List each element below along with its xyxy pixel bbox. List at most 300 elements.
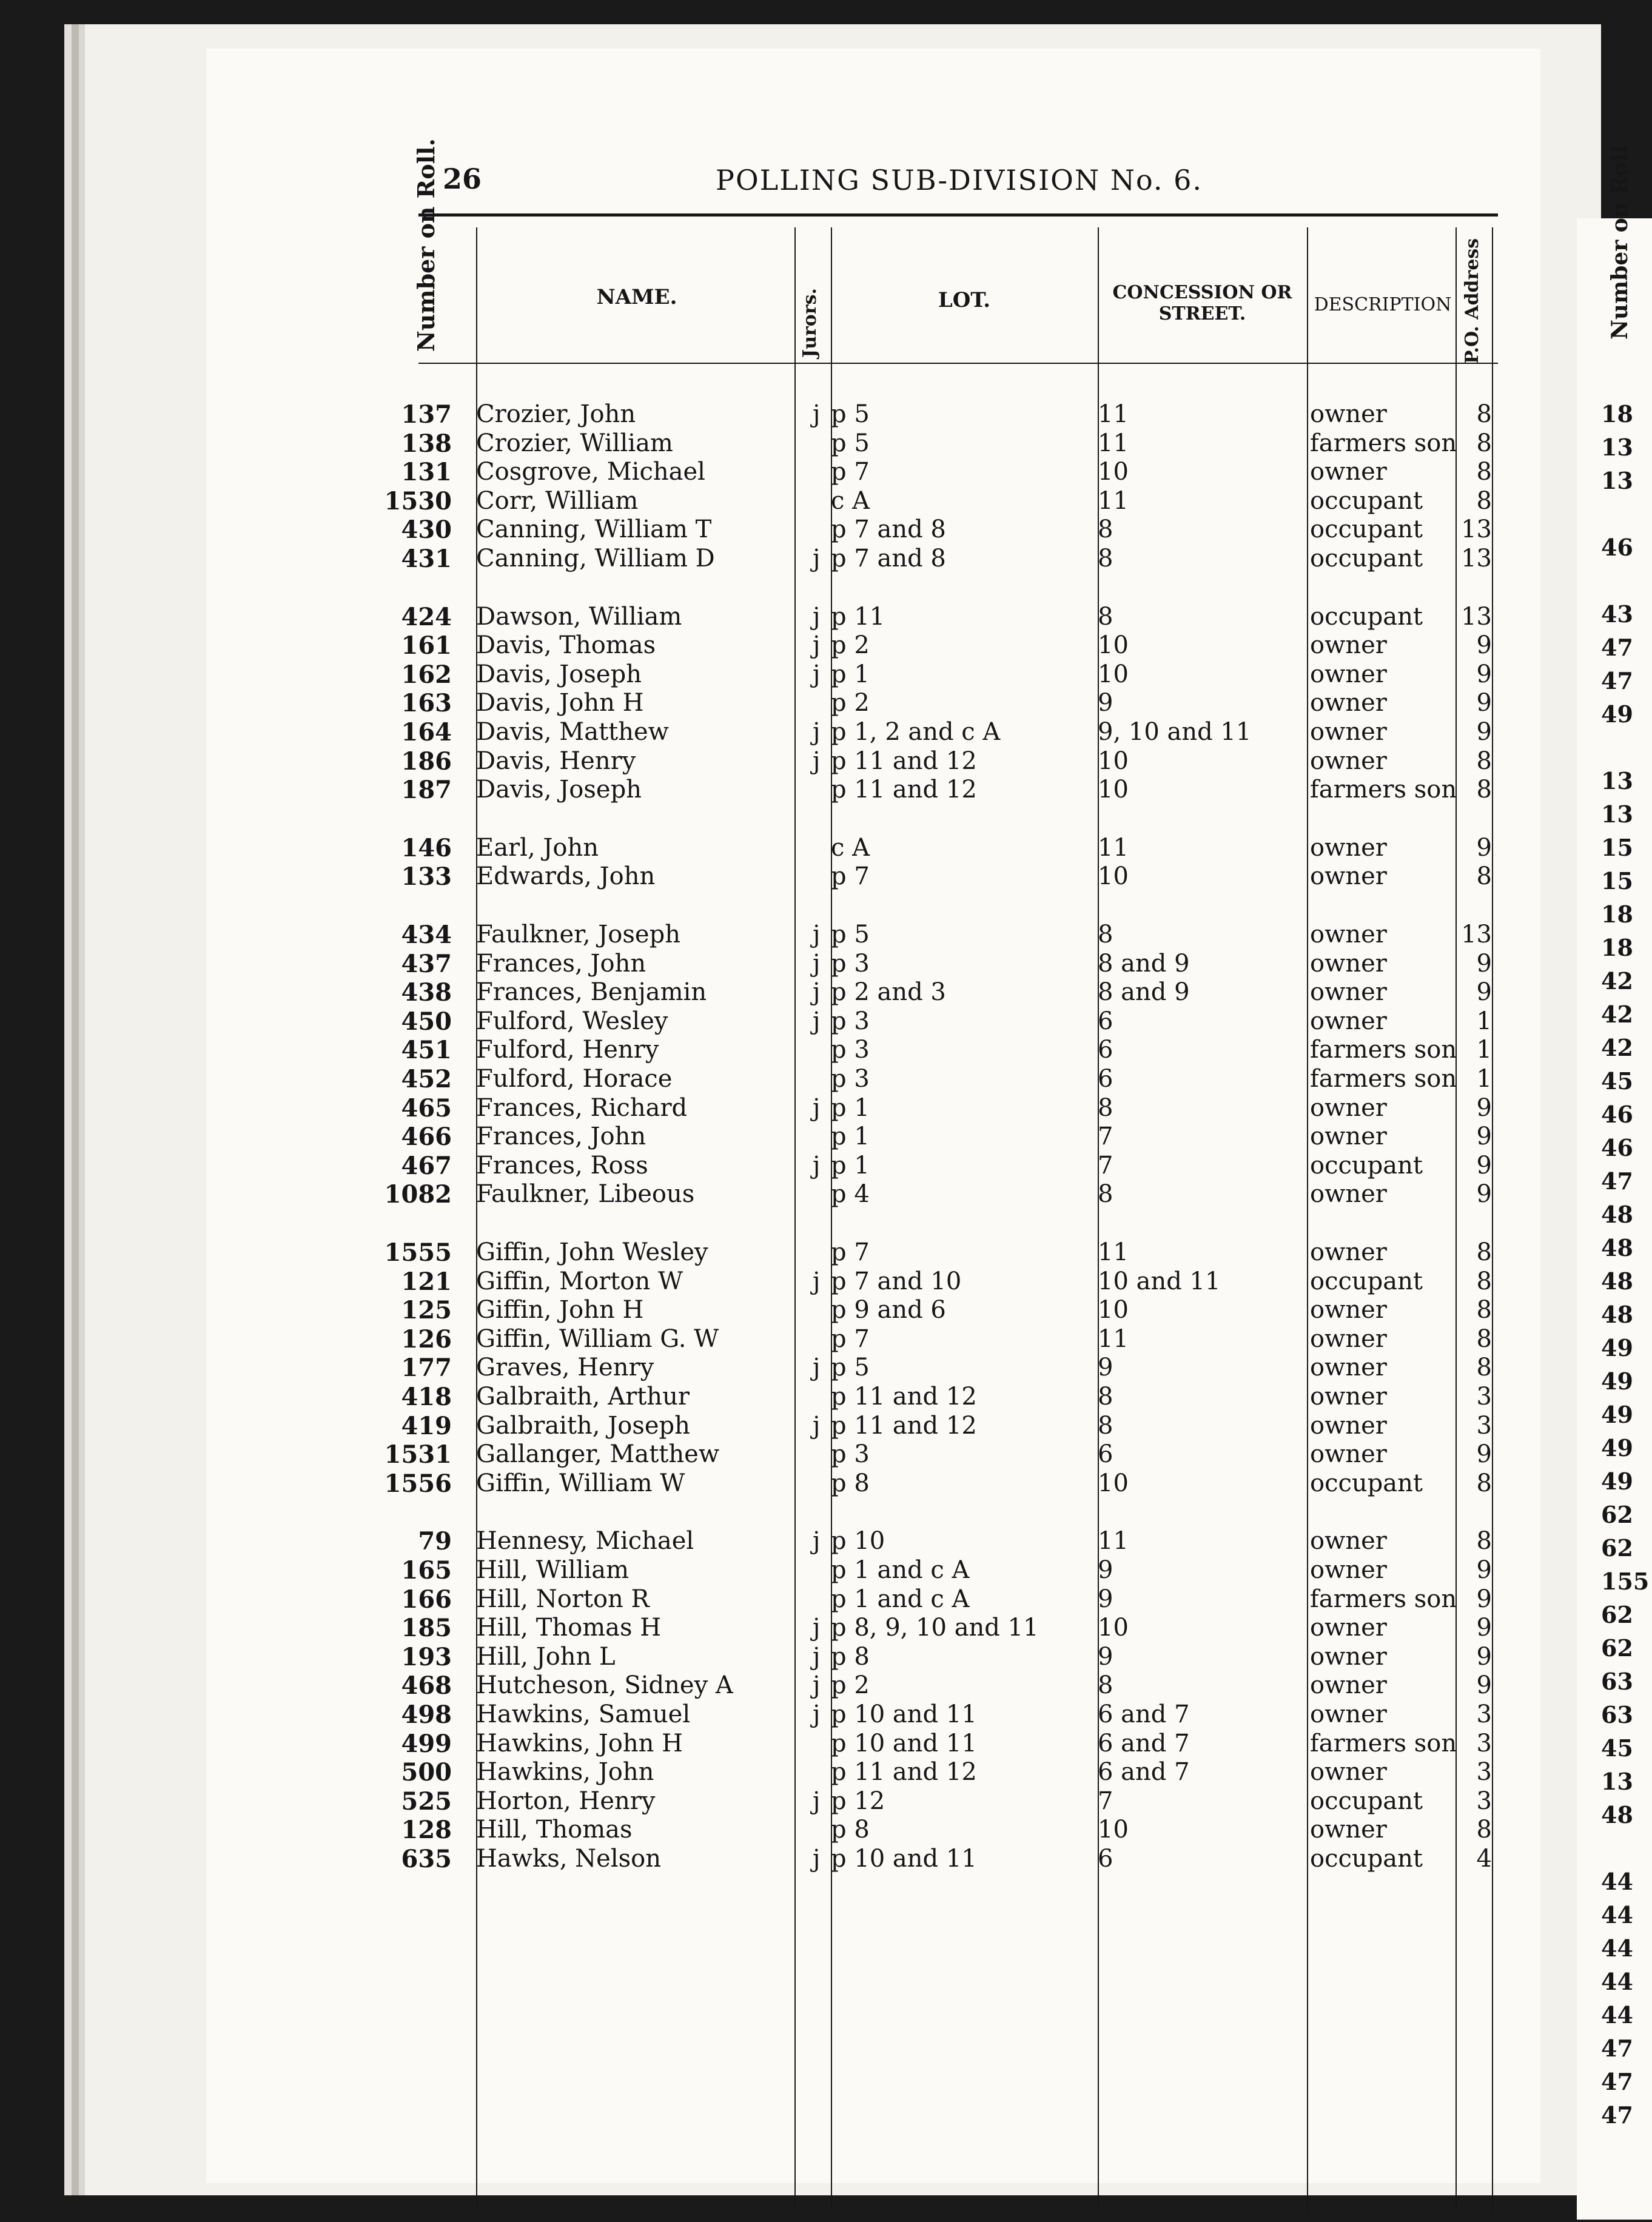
description-value: owner [1310, 1238, 1387, 1266]
page-number: 26 [443, 163, 482, 195]
roll-number: 79 [418, 1527, 452, 1556]
voter-name: Galbraith, Joseph [476, 1411, 690, 1440]
concession-value: 8 [1098, 1093, 1113, 1122]
concession-value: 8 [1098, 515, 1113, 544]
table-row [0, 1007, 1652, 1036]
po-address: 8 [1476, 1267, 1492, 1295]
table-row [0, 1758, 1652, 1787]
juror-mark: j [813, 921, 821, 948]
right-page-number: 44 [1601, 1968, 1633, 1995]
concession-value: 6 [1098, 1440, 1113, 1469]
right-page-number: 13 [1601, 767, 1633, 794]
right-page-number: 44 [1601, 1868, 1633, 1895]
right-page-number: 42 [1601, 1034, 1633, 1061]
juror-mark: j [813, 718, 821, 746]
col-header-lot: LOT. [938, 288, 991, 312]
voter-name: Frances, Benjamin [476, 978, 707, 1007]
po-address: 8 [1476, 862, 1492, 891]
juror-mark: j [813, 1845, 821, 1873]
lot-value: p 11 and 12 [831, 1758, 977, 1787]
voter-name: Giffin, John Wesley [476, 1238, 708, 1266]
right-page-number: 49 [1601, 1468, 1633, 1495]
table-row [0, 631, 1652, 660]
concession-value: 9 [1098, 1354, 1113, 1382]
lot-value: c A [831, 486, 870, 515]
voter-name: Galbraith, Arthur [476, 1383, 690, 1411]
voter-name: Giffin, William G. W [476, 1324, 719, 1353]
concession-value: 7 [1098, 1151, 1113, 1180]
concession-value: 8 [1098, 1180, 1113, 1209]
concession-value: 11 [1098, 429, 1129, 457]
juror-mark: j [813, 1614, 821, 1642]
lot-value: p 2 [831, 689, 870, 717]
po-address: 3 [1476, 1700, 1492, 1728]
roll-number: 467 [401, 1151, 452, 1180]
description-value: owner [1310, 1296, 1387, 1324]
description-value: owner [1310, 1816, 1387, 1844]
description-value: owner [1310, 1758, 1387, 1787]
concession-value: 6 and 7 [1098, 1700, 1190, 1728]
roll-number: 166 [401, 1585, 452, 1614]
right-page-number: 49 [1601, 1401, 1633, 1428]
right-page-number: 44 [1601, 1935, 1633, 1962]
po-address: 8 [1476, 1354, 1492, 1382]
col-header-po: P.O. Address [1462, 238, 1483, 364]
voter-name: Crozier, William [476, 429, 673, 457]
table-row [0, 1412, 1652, 1441]
col-header-concession: CONCESSION OR STREET. [1112, 282, 1292, 324]
concession-value: 8 [1098, 1671, 1113, 1700]
table-row [0, 1152, 1652, 1181]
right-page-number: 47 [1601, 1167, 1633, 1195]
description-value: farmers son [1310, 1585, 1457, 1613]
juror-mark: j [813, 949, 821, 978]
voter-name: Hill, Thomas H [476, 1614, 662, 1642]
right-page-number: 48 [1601, 1201, 1633, 1228]
table-row [0, 834, 1652, 863]
roll-number: 187 [401, 776, 452, 805]
po-address: 8 [1476, 429, 1492, 457]
juror-mark: j [813, 1787, 821, 1815]
po-address: 1 [1476, 1007, 1492, 1035]
concession-value: 6 and 7 [1098, 1729, 1190, 1757]
lot-value: c A [831, 833, 870, 862]
voter-name: Faulkner, Joseph [476, 921, 680, 948]
juror-mark: j [813, 1151, 821, 1180]
po-address: 8 [1476, 1527, 1492, 1556]
roll-number: 193 [401, 1642, 452, 1671]
concession-value: 8 [1098, 921, 1113, 948]
roll-number: 500 [401, 1758, 452, 1787]
po-address: 9 [1476, 1180, 1492, 1209]
right-page-number: 18 [1601, 400, 1633, 428]
right-page-number: 45 [1601, 1067, 1633, 1095]
juror-mark: j [813, 545, 821, 572]
col-header-name: NAME. [596, 285, 677, 309]
right-page-number: 44 [1601, 2001, 1633, 2029]
description-value: owner [1310, 1123, 1387, 1151]
po-address: 13 [1461, 921, 1492, 948]
col-header-number: Number on Roll. [412, 138, 440, 352]
juror-mark: j [813, 1671, 821, 1700]
description-value: owner [1310, 1614, 1387, 1642]
description-value: owner [1310, 718, 1387, 746]
right-page-number: 13 [1601, 434, 1633, 461]
roll-number: 430 [401, 515, 452, 545]
voter-name: Hill, William [476, 1556, 630, 1584]
concession-value: 8 and 9 [1098, 949, 1190, 978]
voter-name: Hawkins, Samuel [476, 1700, 691, 1728]
lot-value: p 3 [831, 1007, 870, 1035]
description-value: owner [1310, 862, 1387, 891]
table-row [0, 1671, 1652, 1700]
voter-name: Canning, William D [476, 545, 715, 572]
roll-number: 1531 [384, 1440, 452, 1469]
table-row [0, 1383, 1652, 1412]
roll-number: 452 [401, 1065, 452, 1093]
table-row [0, 1816, 1652, 1845]
table-row [0, 1354, 1652, 1383]
right-page-header: Number on Roll [1607, 145, 1633, 340]
concession-value: 9 [1098, 689, 1113, 717]
lot-value: p 7 and 10 [831, 1267, 962, 1295]
po-address: 3 [1476, 1729, 1492, 1757]
description-value: owner [1310, 400, 1387, 428]
concession-value: 6 [1098, 1007, 1113, 1035]
table-row [0, 921, 1652, 950]
concession-value: 10 [1098, 458, 1129, 486]
table-row [0, 603, 1652, 632]
voter-name: Graves, Henry [476, 1354, 654, 1382]
right-page-number: 48 [1601, 1234, 1633, 1261]
table-row [0, 1527, 1652, 1556]
concession-value: 9 [1098, 1585, 1113, 1613]
right-page-number: 46 [1601, 1101, 1633, 1128]
top-rule [418, 213, 1498, 216]
po-address: 9 [1476, 949, 1492, 978]
description-value: occupant [1310, 1787, 1423, 1815]
juror-mark: j [813, 1354, 821, 1382]
roll-number: 437 [401, 949, 452, 978]
concession-value: 11 [1098, 1527, 1129, 1556]
table-row [0, 1123, 1652, 1152]
description-value: owner [1310, 458, 1387, 486]
concession-value: 10 [1098, 1614, 1129, 1642]
juror-mark: j [813, 747, 821, 775]
lot-value: p 3 [831, 949, 870, 978]
table-row [0, 978, 1652, 1007]
concession-value: 8 [1098, 1383, 1113, 1411]
lot-value: p 7 [831, 1238, 870, 1266]
concession-value: 7 [1098, 1123, 1113, 1151]
lot-value: p 8 [831, 1642, 870, 1671]
lot-value: p 1 [831, 1151, 870, 1180]
description-value: owner [1310, 631, 1387, 660]
right-page-number: 49 [1601, 1334, 1633, 1361]
right-page-number: 63 [1601, 1668, 1633, 1695]
table-row [0, 1845, 1652, 1874]
lot-value: p 7 and 8 [831, 515, 946, 544]
voter-name: Fulford, Wesley [476, 1007, 668, 1035]
lot-value: p 11 and 12 [831, 1383, 977, 1411]
voter-name: Hill, Thomas [476, 1816, 633, 1844]
description-value: occupant [1310, 1267, 1423, 1295]
description-value: owner [1310, 1671, 1387, 1700]
right-page-number: 15 [1601, 834, 1633, 861]
lot-value: p 5 [831, 1354, 870, 1382]
right-page-number: 13 [1601, 467, 1633, 494]
concession-value: 9 [1098, 1642, 1113, 1671]
table-row [0, 950, 1652, 979]
voter-name: Hennesy, Michael [476, 1527, 694, 1556]
roll-number: 137 [401, 400, 452, 429]
po-address: 3 [1476, 1411, 1492, 1440]
po-address: 9 [1476, 1556, 1492, 1584]
roll-number: 451 [401, 1036, 452, 1065]
roll-number: 450 [401, 1007, 452, 1036]
lot-value: p 10 and 11 [831, 1700, 977, 1728]
description-value: owner [1310, 1700, 1387, 1728]
description-value: owner [1310, 689, 1387, 717]
concession-value: 10 and 11 [1098, 1267, 1221, 1295]
lot-value: p 11 [831, 602, 885, 631]
roll-number: 146 [401, 833, 452, 862]
roll-number: 125 [401, 1296, 452, 1325]
right-page-number: 47 [1601, 634, 1633, 661]
juror-mark: j [813, 602, 821, 631]
table-row [0, 1643, 1652, 1672]
po-address: 13 [1461, 545, 1492, 572]
roll-number: 133 [401, 862, 452, 891]
lot-value: p 1 and c A [831, 1585, 970, 1613]
table-row [0, 747, 1652, 776]
table-row [0, 458, 1652, 487]
concession-value: 10 [1098, 747, 1129, 775]
concession-value: 11 [1098, 1324, 1129, 1353]
roll-number: 419 [401, 1411, 452, 1440]
page-title: POLLING SUB-DIVISION No. 6. [716, 164, 1203, 196]
roll-number: 424 [401, 602, 452, 631]
po-address: 9 [1476, 1614, 1492, 1642]
lot-value: p 12 [831, 1787, 885, 1815]
po-address: 9 [1476, 1671, 1492, 1700]
right-page-number: 46 [1601, 1134, 1633, 1161]
lot-value: p 8 [831, 1469, 870, 1497]
po-address: 9 [1476, 689, 1492, 717]
lot-value: p 11 and 12 [831, 1411, 977, 1440]
lot-value: p 10 [831, 1527, 885, 1556]
lot-value: p 1 [831, 660, 870, 688]
roll-number: 1082 [384, 1180, 452, 1209]
voter-name: Davis, Thomas [476, 631, 656, 660]
right-page-number: 42 [1601, 1001, 1633, 1028]
voter-name: Gallanger, Matthew [476, 1440, 720, 1469]
concession-value: 8 [1098, 602, 1113, 631]
right-page-number: 62 [1601, 1634, 1633, 1662]
table-row [0, 1614, 1652, 1643]
table-row [0, 1180, 1652, 1209]
voter-name: Edwards, John [476, 862, 656, 891]
juror-mark: j [813, 1007, 821, 1035]
voter-name: Hawks, Nelson [476, 1845, 661, 1873]
lot-value: p 2 [831, 1671, 870, 1700]
concession-value: 6 [1098, 1845, 1113, 1873]
lot-value: p 1 [831, 1123, 870, 1151]
lot-value: p 5 [831, 921, 870, 948]
roll-number: 1556 [384, 1469, 452, 1498]
roll-number: 164 [401, 718, 452, 747]
voter-name: Davis, Matthew [476, 718, 669, 746]
description-value: farmers son [1310, 1729, 1457, 1757]
lot-value: p 10 and 11 [831, 1729, 977, 1757]
concession-value: 6 and 7 [1098, 1758, 1190, 1787]
po-address: 9 [1476, 1642, 1492, 1671]
description-value: owner [1310, 949, 1387, 978]
voter-name: Faulkner, Libeous [476, 1180, 695, 1209]
roll-number: 434 [401, 921, 452, 949]
po-address: 13 [1461, 602, 1492, 631]
po-address: 9 [1476, 1440, 1492, 1469]
right-page-number: 47 [1601, 2068, 1633, 2095]
concession-value: 9, 10 and 11 [1098, 718, 1252, 746]
description-value: owner [1310, 1411, 1387, 1440]
description-value: owner [1310, 1324, 1387, 1353]
concession-value: 6 [1098, 1036, 1113, 1064]
roll-number: 525 [401, 1787, 452, 1816]
juror-mark: j [813, 660, 821, 688]
right-page-number: 48 [1601, 1301, 1633, 1328]
po-address: 8 [1476, 1816, 1492, 1844]
voter-name: Davis, Joseph [476, 660, 642, 688]
juror-mark: j [813, 1527, 821, 1556]
concession-value: 10 [1098, 1296, 1129, 1324]
description-value: occupant [1310, 602, 1423, 631]
table-row [0, 1730, 1652, 1759]
lot-value: p 7 and 8 [831, 545, 946, 572]
roll-number: 177 [401, 1354, 452, 1383]
right-page-number: 49 [1601, 700, 1633, 728]
lot-value: p 8 [831, 1816, 870, 1844]
right-page-number: 47 [1601, 2035, 1633, 2062]
lot-value: p 7 [831, 862, 870, 891]
description-value: farmers son [1310, 429, 1457, 457]
lot-value: p 4 [831, 1180, 870, 1209]
table-row [0, 1296, 1652, 1325]
roll-number: 466 [401, 1123, 452, 1152]
right-page-number: 49 [1601, 1368, 1633, 1395]
description-value: owner [1310, 1093, 1387, 1122]
table-row [0, 1267, 1652, 1297]
roll-number: 468 [401, 1671, 452, 1700]
concession-value: 8 and 9 [1098, 978, 1190, 1007]
right-page-number: 47 [1601, 2101, 1633, 2129]
roll-number: 138 [401, 429, 452, 458]
voter-name: Davis, Henry [476, 747, 636, 775]
right-page-number: 48 [1601, 1801, 1633, 1828]
table-row [0, 1700, 1652, 1730]
table-row [0, 1787, 1652, 1816]
po-address: 8 [1476, 1469, 1492, 1497]
description-value: owner [1310, 1527, 1387, 1556]
concession-value: 7 [1098, 1787, 1113, 1815]
po-address: 3 [1476, 1758, 1492, 1787]
table-row [0, 1585, 1652, 1614]
table-row [0, 515, 1652, 545]
po-address: 1 [1476, 1036, 1492, 1064]
juror-mark: j [813, 1267, 821, 1295]
description-value: farmers son [1310, 776, 1457, 804]
po-address: 9 [1476, 718, 1492, 746]
roll-number: 498 [401, 1700, 452, 1729]
lot-value: p 9 and 6 [831, 1296, 946, 1324]
lot-value: p 1, 2 and c A [831, 718, 1001, 746]
table-row [0, 689, 1652, 718]
concession-value: 11 [1098, 1238, 1129, 1266]
concession-value: 9 [1098, 1556, 1113, 1584]
right-page-number: 63 [1601, 1701, 1633, 1728]
voter-name: Giffin, William W [476, 1469, 685, 1497]
po-address: 8 [1476, 1296, 1492, 1324]
roll-number: 1555 [384, 1238, 452, 1267]
right-page-number: 13 [1601, 1768, 1633, 1795]
po-address: 8 [1476, 1324, 1492, 1353]
juror-mark: j [813, 631, 821, 660]
table-row [0, 862, 1652, 891]
po-address: 9 [1476, 1123, 1492, 1151]
description-value: owner [1310, 978, 1387, 1007]
po-address: 4 [1476, 1845, 1492, 1873]
juror-mark: j [813, 1411, 821, 1440]
juror-mark: j [813, 1093, 821, 1122]
right-page-number: 155 [1601, 1568, 1650, 1595]
description-value: owner [1310, 1007, 1387, 1035]
concession-value: 11 [1098, 833, 1129, 862]
description-value: owner [1310, 1383, 1387, 1411]
table-row [0, 545, 1652, 574]
table-row [0, 1065, 1652, 1094]
roll-number: 438 [401, 978, 452, 1007]
po-address: 8 [1476, 400, 1492, 428]
concession-value: 11 [1098, 486, 1129, 515]
right-page-number: 42 [1601, 967, 1633, 995]
lot-value: p 1 and c A [831, 1556, 970, 1584]
roll-number: 499 [401, 1729, 452, 1758]
voter-name: Giffin, John H [476, 1296, 644, 1324]
description-value: occupant [1310, 1845, 1423, 1873]
voter-name: Dawson, William [476, 602, 682, 631]
table-row [0, 660, 1652, 690]
voter-name: Hawkins, John H [476, 1729, 683, 1757]
juror-mark: j [813, 978, 821, 1007]
concession-value: 11 [1098, 400, 1129, 428]
concession-value: 10 [1098, 631, 1129, 660]
description-value: owner [1310, 747, 1387, 775]
po-address: 9 [1476, 978, 1492, 1007]
roll-number: 128 [401, 1816, 452, 1845]
roll-number: 126 [401, 1324, 452, 1354]
right-page-number: 62 [1601, 1601, 1633, 1628]
concession-value: 10 [1098, 1816, 1129, 1844]
right-page-number: 47 [1601, 667, 1633, 694]
header-rule [418, 363, 1498, 364]
right-page-number: 15 [1601, 867, 1633, 895]
po-address: 3 [1476, 1383, 1492, 1411]
description-value: owner [1310, 1440, 1387, 1469]
concession-value: 8 [1098, 545, 1113, 572]
po-address: 1 [1476, 1065, 1492, 1093]
roll-number: 121 [401, 1267, 452, 1296]
description-value: owner [1310, 660, 1387, 688]
